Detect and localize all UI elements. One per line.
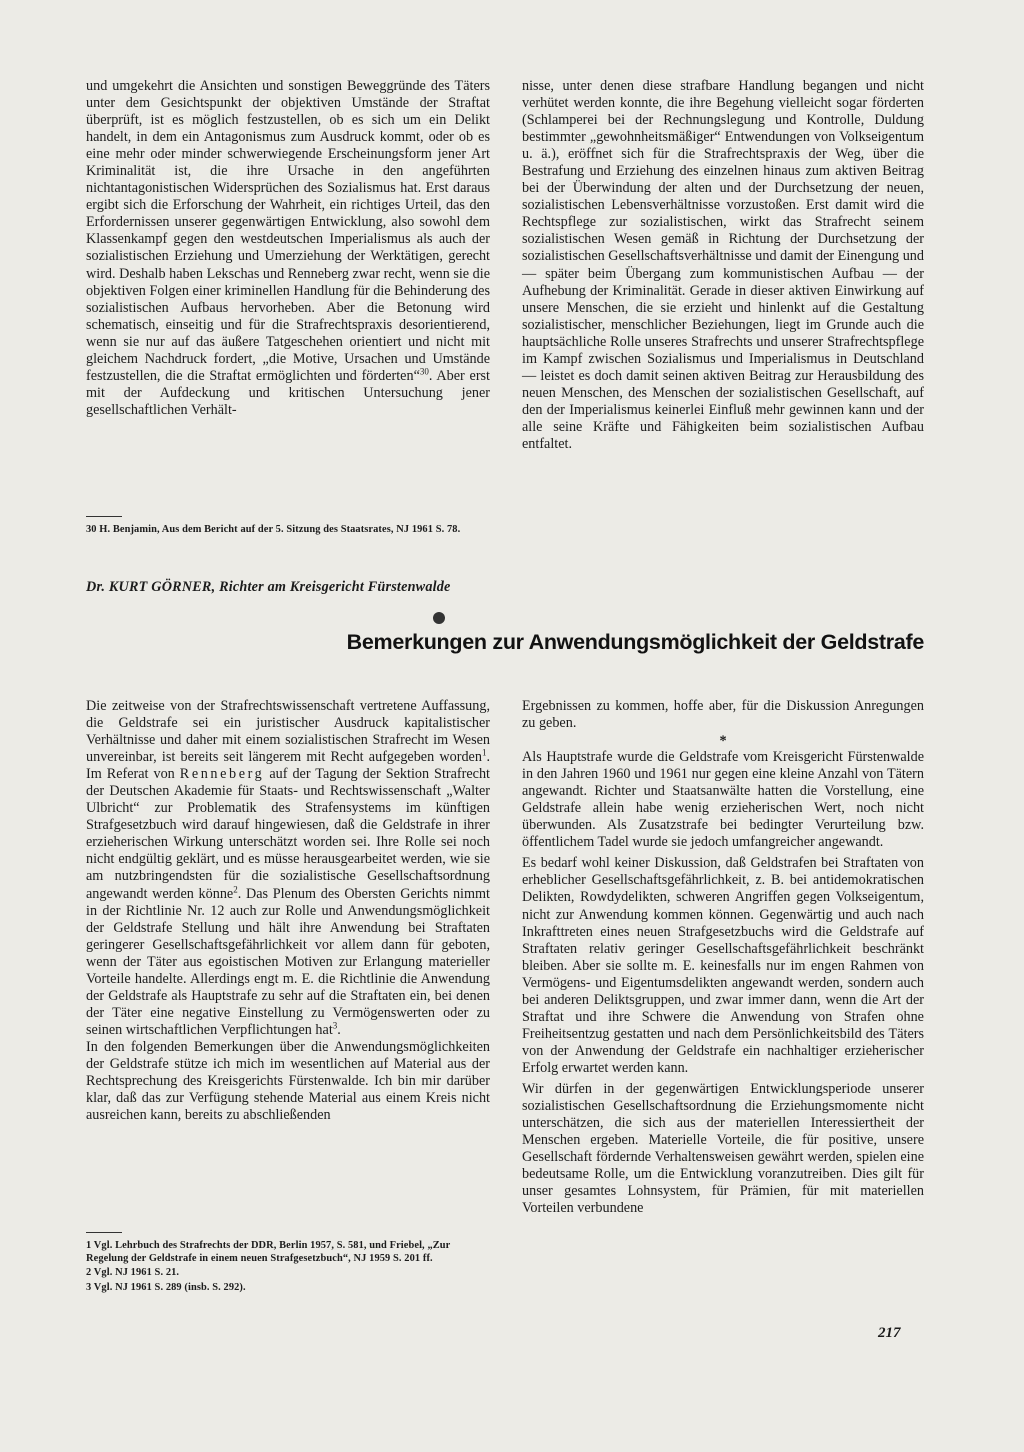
- paragraph: Wir dürfen in der gegenwärtigen Entwicklungsperiode unserer sozialistischen Gesellschaftsordnung die Erziehungsmomente nicht unterschätzen, die sich aus der materiellen Interessiertheit der Menschen ergeben. Materielle Vorteile, die für positive, unsere Gesellschaft fördernde Verhaltensweisen gewährt werden, spielen eine bedeutsame Rolle, um die Entwicklung voranzutreiben. Dies gilt für unser gesamtes Lohnsystem, für Prämien, für mit materiellen Vorteilen verbundene: [522, 1080, 924, 1217]
- footnote-2: 2 Vgl. NJ 1961 S. 21.: [86, 1267, 180, 1278]
- paragraph: und umgekehrt die Ansichten und sonstigen Beweggründe des Täters unter dem Gesichtspunkt der objektiven Umstände der Straftat überprüft, ist es möglich festzustellen, ob es sich um ein Delikt handelt, in dem ein Antagonismus zum Ausdruck kommt, oder ob es eine mehr oder minder schwerwiegende Erscheinungsform jener Art Kriminalität ist, die ihre Ursache in den angeführten nichtantagonistischen Widersprüchen des Sozialismus hat. Erst daraus ergibt sich die Erforschung der Wahrheit, ein richtiges Urteil, das den Erfordernissen unserer gegenwärtigen Entwicklung, also sowohl dem Klassenkampf gegen den westdeutschen Imperialismus als auch der sozialistischen Erziehung und Umerziehung der Werktätigen, gerecht wird. Deshalb haben Lekschas und Renneberg zwar recht, wenn sie die objektiven Folgen einer kriminellen Handlung für die Behinderung des sozialistischen Aufbaus hervorheben. Aber die Betonung wird schematisch, einseitig und für die Strafrechtspraxis desorientierend, wenn sie nur auf das äußere Tatgeschehen orientiert und nicht mit gleichem Nachdruck fordert, „die Motive, Ursachen und Umstände festzustellen, die die Straftat ermöglichten und förderten“$^{30}$. Aber erst mit der Aufdeckung und kritischen Untersuchung jener gesellschaftlichen Verhält-: [86, 78, 491, 418]
- paragraph: nisse, unter denen diese strafbare Handlung begangen und nicht verhütet werden konnte, die ihre Begehung vielleicht sogar förderten (Schlamperei bei der Rechnungslegung und Kontrolle, Duldung bestimmter „gewohnheitsmäßiger“ Entwendungen von Volkseigentum u. ä.), eröffnet sich für die Strafrechtspraxis der Weg, über die Bestrafung und Erziehung des einzelnen hinaus zum aktiven Beitrag bei der Überwindung der alten und der Durchsetzung der neuen, sozialistischen Lebensverhältnisse vorzustoßen. Erst damit wird die Rechtspflege zur sozialistischen, wirkt das Strafrecht seinem sozialistischen Wesen gemäß in Richtung der Durchsetzung der sozialistischen Gesellschaftsverhältnisse und damit der Einengung und — später beim Übergang zum kommunistischen Aufbau — der Aufhebung der Kriminalität. Gerade in dieser aktiven Einwirkung auf unsere Menschen, die sie erzieht und hinlenkt auf die Gestaltung sozialistischer, menschlicher Beziehungen, liegt im Grunde auch die hauptsächliche Rolle unseres Strafrechts und unserer Strafrechtspflege im Kampf zwischen Sozialismus und Imperialismus in Deutschland — leistet es doch damit seinen aktiven Beitrag zur Herausbildung des neuen Menschen, des Menschen der sozialistischen Gesellschaft, auf den der Imperialismus keinerlei Einfluß mehr gewinnen kann und der alle seine Kräfte und Fähigkeiten beim sozialistischen Aufbau entfaltet.: [522, 78, 924, 452]
- asterisk-separator: *: [719, 733, 727, 750]
- footnote-rule: [86, 1232, 122, 1233]
- footnote-ref: 3: [332, 1020, 338, 1031]
- author-name: Renneberg: [179, 766, 265, 783]
- footnote-ref: 2: [233, 883, 238, 894]
- article-title: Bemerkungen zur Anwendungsmöglichkeit der Geldstrafe: [346, 630, 924, 654]
- footnote-3: 3 Vgl. NJ 1961 S. 289 (insb. S. 292).: [86, 1281, 246, 1293]
- paragraph: Ergebnissen zu kommen, hoffe aber, für die Diskussion Anregungen zu geben.: [522, 698, 924, 732]
- column-top-right: [522, 78, 924, 453]
- footnote-30: 30 H. Benjamin, Aus dem Bericht auf der 5. Sitzung des Staatsrates, NJ 1961 S. 78.: [86, 516, 486, 537]
- column-bottom-left: [86, 698, 490, 1124]
- paragraph: In den folgenden Bemerkungen über die Anwendungsmöglichkeiten der Geldstrafe stütze ich mich im wesentlichen auf Material aus der Rechtsprechung des Kreisgerichts Fürstenwalde. Ich bin mir darüber klar, daß das zur Verfügung stehende Material aus einem Kreis nicht ausreichen kann, bereits zu abschließenden: [86, 1038, 490, 1124]
- page-number: 217: [878, 1325, 901, 1341]
- footnote-ref: 30: [419, 366, 429, 377]
- footnote-ref: 1: [481, 747, 487, 758]
- footnote-1: 1 Vgl. Lehrbuch des Strafrechts der DDR, Berlin 1957, S. 581, und Friebel, „Zur Regelung der Geldstrafe in einem neuen Strafgesetzbuch“, NJ 1959 S. 201 ff.: [86, 1240, 451, 1264]
- separator-dot: [433, 612, 445, 624]
- author-line: Dr. KURT GÖRNER, Richter am Kreisgericht Fürstenwalde: [86, 579, 451, 595]
- footnote-rule: [86, 516, 122, 517]
- column-top-left: [86, 78, 490, 419]
- paragraph: Als Hauptstrafe wurde die Geldstrafe vom Kreisgericht Fürstenwalde in den Jahren 1960 und 1961 nur gegen eine kleine Anzahl von Tätern angewandt. Richter und Staatsanwälte hatten die Vorstellung, eine Geldstrafe allein habe wenig erzieherischen Wert, noch nicht überwunden. Als Zusatzstrafe bei bedingter Verurteilung bzw. öffentlichem Tadel wurde sie jedoch umfangreicher angewandt.: [522, 749, 924, 851]
- footnotes-bottom: [86, 1232, 486, 1296]
- column-bottom-right: [522, 698, 924, 1217]
- paragraph: Die zeitweise von der Strafrechtswissenschaft vertretene Auffassung, die Geldstrafe sei ein juristischer Ausdruck kapitalistischer Verhältnisse und daher mit einem sozialistischen Strafrecht im Wesen unvereinbar, ist bereits seit längerem mit Recht aufgegeben worden$^1$. Im Referat von Renneberg auf der Tagung der Sektion Strafrecht der Deutschen Akademie für Staats- und Rechtswissenschaft „Walter Ulbricht“ zur Problematik des Strafensystems im künftigen Strafgesetzbuch wird darauf hingewiesen, daß die Geldstrafe in ihrer erzieherischen Wirkung unterschätzt worden sei. Ihre Rolle sei noch nicht endgültig geklärt, und es müsse herausgearbeitet werden, wie sie am nutzbringendsten für die sozialistische Gesellschaftsordnung angewandt werden könne$^2$. Das Plenum des Obersten Gerichts nimmt in der Richtlinie Nr. 12 auch zur Rolle und Anwendungsmöglichkeit der Geldstrafe Stellung und hält ihre Anwendung bei Straftaten geringerer Gesellschaftsgefährlichkeit vor allem dann für geboten, wenn der Täter aus egoistischen Motiven zur Erlangung materieller Vorteile handelte. Allerdings engt m. E. die Richtlinie die Anwendung der Geldstrafe als Hauptstrafe zu sehr auf die Straftaten ein, bei denen der Täter eine negative Einstellung zu Vermögenswerten oder zu seinen wirtschaftlichen Verpflichtungen hat$^3$.: [86, 698, 490, 1038]
- paragraph: Es bedarf wohl keiner Diskussion, daß Geldstrafen bei Straftaten von erheblicher Gesellschaftsgefährlichkeit, z. B. bei antidemokratischen Delikten, Rowdydelikten, schweren Angriffen gegen Volkseigentum, nicht zur Anwendung kommen können. Gegenwärtig und auch nach Inkrafttreten eines neuen Strafgesetzbuchs wird die Geldstrafe auf Straftaten relativ geringer Gesellschaftsgefährlichkeit beschränkt bleiben. Aber sie sollte m. E. keinesfalls nur im engen Rahmen von Vermögens- und Eigentumsdelikten angewandt werden, sondern auch bei anderen Deliktsgruppen, und zwar immer dann, wenn die Art der Straftat und ihre Schwere die Anwendung von Strafen ohne Freiheitsentzug gestatten und nach dem Persönlichkeitsbild des Täters von der Anwendung der Geldstrafe ein nachhaltiger erzieherischer Erfolg erwartet werden kann.: [522, 855, 924, 1076]
